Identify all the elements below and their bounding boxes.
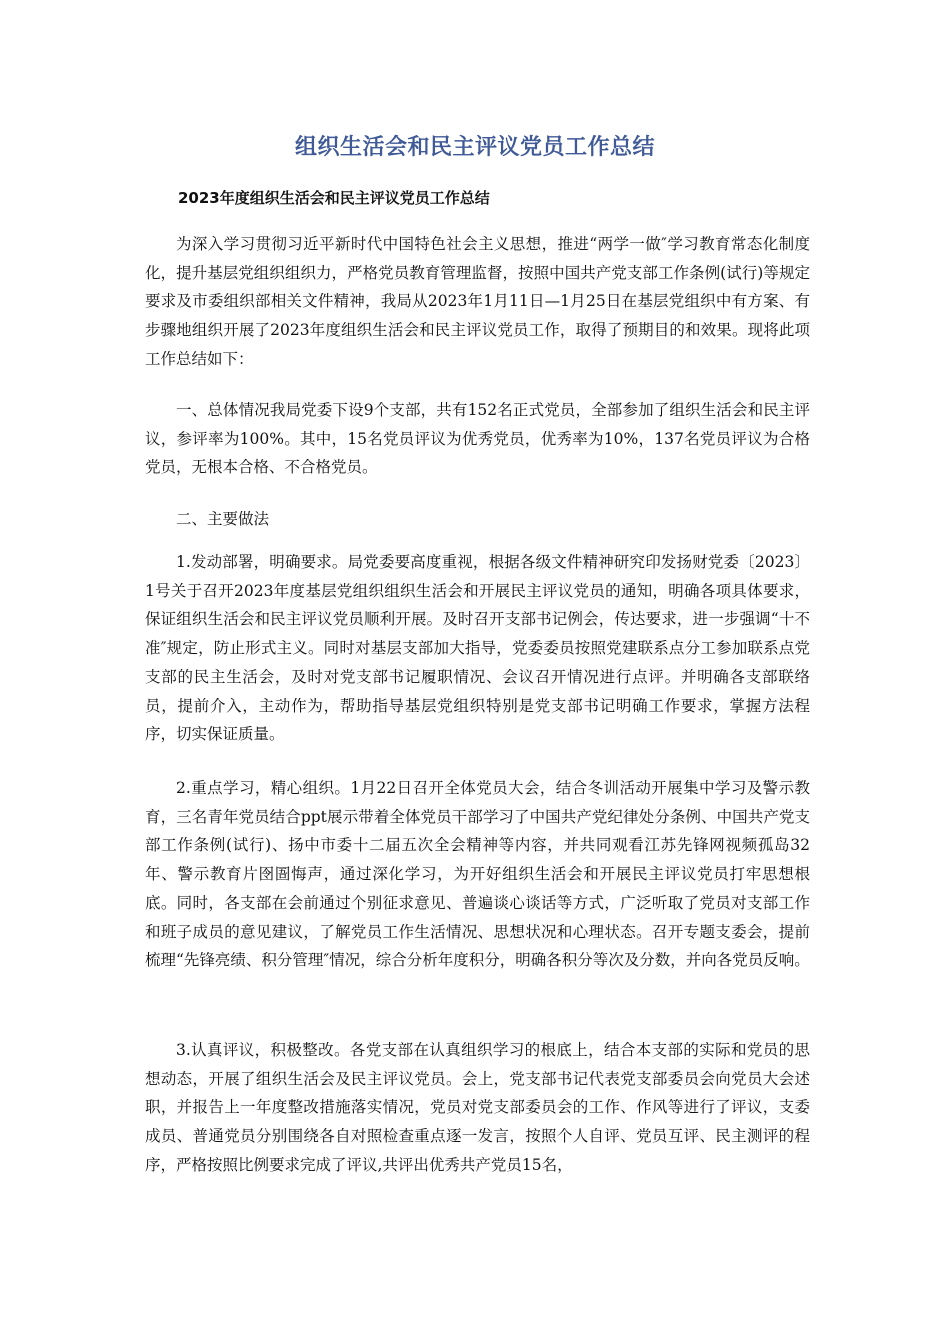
paragraph-text: 2.重点学习，精心组织。1月22日召开全体党员大会，结合冬训活动开展集中学习及警示教育，三名青年党员结合ppt展示带着全体党员干部学习了中国共产党纪律处分条例、中国共产党支部工作条例(试行)、扬中市委十二届五次全会精神等内容，并共同观看江苏先锋网视频孤岛32年、警示教育片囹圄悔声，通过深化学习，为开好组织生活会和开展民主评议党员打牢思想根底。同时，各支部在会前通过个别征求意见、普遍谈心谈话等方式，广泛听取了党员对支部工作和班子成员的意见建议，了解党员工作生活情况、思想状况和心理状态。召开专题支委会，提前梳理“先锋亮绩、积分管理″情况，综合分析年度积分，明确各积分等次及分数，并向各党员反响。 [145,779,810,970]
paragraph-text: 二、主要做法 [176,510,270,528]
paragraph-text: 为深入学习贯彻习近平新时代中国特色社会主义思想，推进“两学一做″学习教育常态化制度化，提升基层党组织组织力，严格党员教育管理监督，按照中国共产党支部工作条例(试行)等规定要求及市委组织部相关文件精神，我局从2023年1月11日—1月25日在基层党组织中有方案、有步骤地组织开展了2023年度组织生活会和民主评议党员工作，取得了预期目的和效果。现将此项工作总结如下： [145,235,810,368]
paragraph-item-3 [145,1036,810,1180]
paragraph-text: 1.发动部署，明确要求。局党委要高度重视，根据各级文件精神研究印发扬财党委〔2023〕1号关于召开2023年度基层党组织组织生活会和开展民主评议党员的通知，明确各项具体要求，保证组织生活会和民主评议党员顺利开展。及时召开支部书记例会，传达要求，进一步强调“十不准″规定，防止形式主义。同时对基层支部加大指导，党委委员按照党建联系点分工参加联系点党支部的民主生活会，及时对党支部书记履职情况、会议召开情况进行点评。并明确各支部联络员，提前介入，主动作为，帮助指导基层党组织特别是党支部书记明确工作要求，掌握方法程序，切实保证质量。 [145,553,810,744]
paragraph-overview [145,396,810,482]
section-heading-main-practices [145,505,810,534]
paragraph-intro [145,230,810,374]
paragraph-item-2 [145,774,810,975]
paragraph-item-1 [145,548,810,749]
document-title: 组织生活会和民主评议党员工作总结 [294,135,655,160]
paragraph-text: 3.认真评议，积极整改。各党支部在认真组织学习的根底上，结合本支部的实际和党员的思想动态，开展了组织生活会及民主评议党员。会上，党支部书记代表党支部委员会向党员大会述职，并报告上一年度整改措施落实情况，党员对党支部委员会的工作、作风等进行了评议，支委成员、普通党员分别围绕各自对照检查重点逐一发言，按照个人自评、党员互评、民主测评的程序，严格按照比例要求完成了评议,共评出优秀共产党员15名， [145,1041,810,1174]
document-subtitle: 2023年度组织生活会和民主评议党员工作总结 [178,189,490,207]
paragraph-text: 一、总体情况我局党委下设9个支部，共有152名正式党员，全部参加了组织生活会和民主评议，参评率为100%。其中，15名党员评议为优秀党员，优秀率为10%，137名党员评议为合格党员，无根本合格、不合格党员。 [145,401,810,477]
